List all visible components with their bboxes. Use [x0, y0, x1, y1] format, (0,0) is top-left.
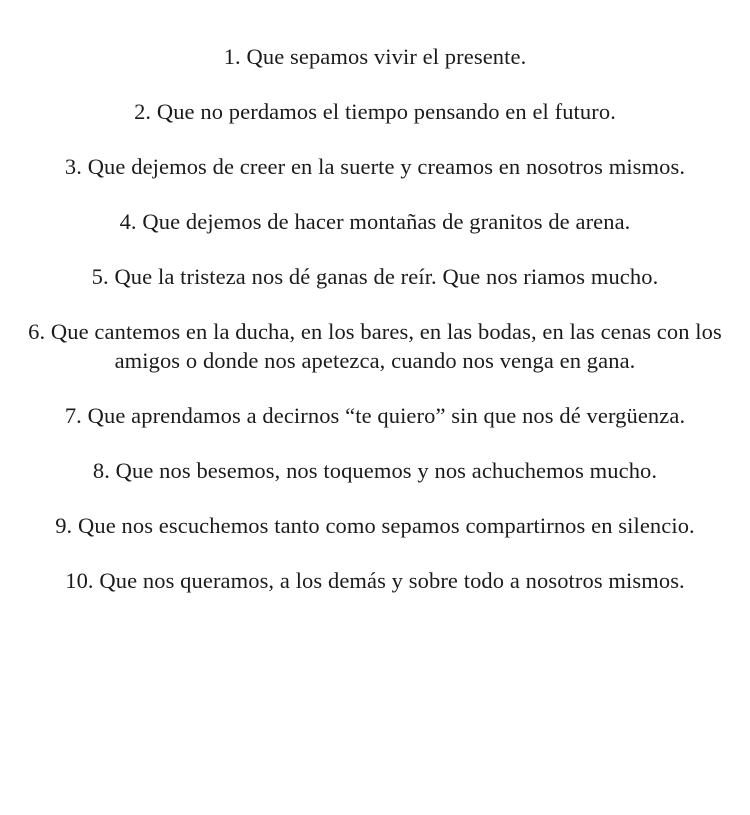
list-item-4: 4. Que dejemos de hacer montañas de granitos de arena.: [119, 209, 631, 234]
list-item-5: 5. Que la tristeza nos dé ganas de reír. Que nos riamos mucho.: [91, 264, 659, 289]
wish-list: [24, 42, 726, 621]
list-item-6: 6. Que cantemos en la ducha, en los bares, en las bodas, en las cenas con los amigos o donde nos apetezca, cuando nos venga en gana.: [28, 319, 722, 373]
list-item-10: 10. Que nos queramos, a los demás y sobre todo a nosotros mismos.: [65, 568, 685, 593]
list-item-3: 3. Que dejemos de creer en la suerte y creamos en nosotros mismos.: [64, 154, 686, 179]
list-item-1: 1. Que sepamos vivir el presente.: [223, 44, 527, 69]
list-item-9: 9. Que nos escuchemos tanto como sepamos compartirnos en silencio.: [55, 513, 695, 538]
list-item-7: 7. Que aprendamos a decirnos “te quiero” sin que nos dé vergüenza.: [64, 403, 686, 428]
list-item-8: 8. Que nos besemos, nos toquemos y nos achuchemos mucho.: [92, 458, 658, 483]
list-item-2: 2. Que no perdamos el tiempo pensando en el futuro.: [134, 99, 616, 124]
